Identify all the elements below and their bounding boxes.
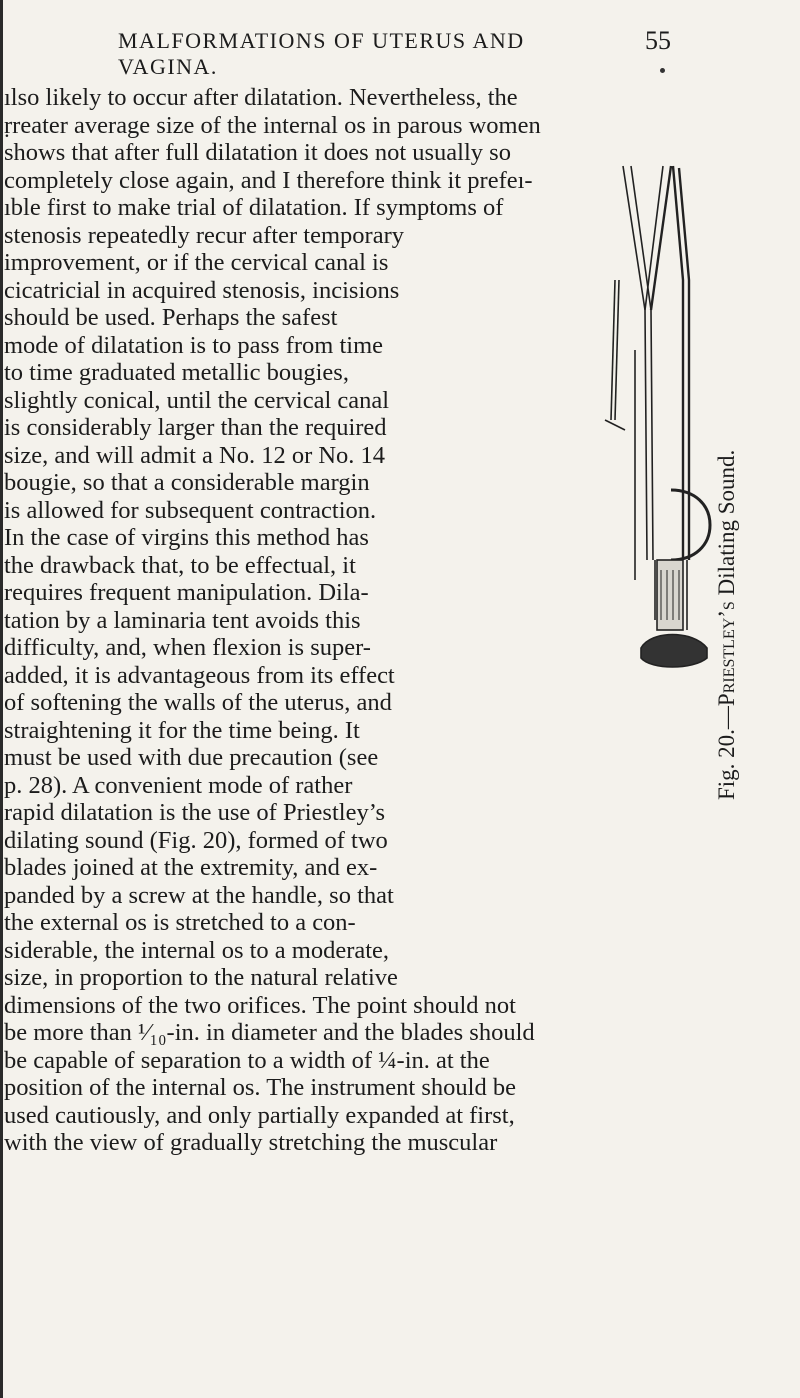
text-line: is allowed for subsequent contraction. <box>4 496 377 524</box>
figure-caption <box>714 450 740 800</box>
text-line: ıble first to make trial of dilatation. If symptoms of <box>4 194 504 221</box>
text-line: completely close again, and I therefore think it prefeı- <box>4 166 533 194</box>
text-line: of softening the walls of the uterus, and <box>4 689 392 716</box>
text-line: cicatricial in acquired stenosis, incisions <box>4 276 400 304</box>
text-line: requires frequent manipulation. Dila- <box>4 579 369 606</box>
text-line: difficulty, and, when flexion is super- <box>4 634 371 661</box>
text-line: added, it is advantageous from its effect <box>4 661 395 689</box>
text-line: siderable, the internal os to a moderate, <box>4 936 390 964</box>
caption-name: Priestley’s <box>714 601 739 707</box>
text-line: improvement, or if the cervical canal is <box>4 249 389 276</box>
text-line: In the case of virgins this method has <box>4 524 369 551</box>
text-line: should be used. Perhaps the safest <box>4 304 338 331</box>
text-line: is considerably larger than the required <box>4 414 387 441</box>
text-line: stenosis repeatedly recur after temporary <box>4 221 404 249</box>
text-line: be more than ¹⁄₁₀-in. in diameter and the blades should <box>4 1019 535 1046</box>
caption-suffix: Dilating Sound. <box>714 449 739 602</box>
text-line: used cautiously, and only partially expanded at first, <box>4 1101 515 1129</box>
text-line: blades joined at the extremity, and ex- <box>4 854 378 881</box>
text-line: rapid dilatation is the use of Priestley’s <box>4 799 386 826</box>
text-line: be capable of separation to a width of ¼-in. at the <box>4 1046 490 1074</box>
text-line: to time graduated metallic bougies, <box>4 359 349 386</box>
text-line: ılso likely to occur after dilatation. Nevertheless, the <box>4 84 518 111</box>
text-line: position of the internal os. The instrument should be <box>4 1074 516 1101</box>
text-line: size, in proportion to the natural relative <box>4 964 398 991</box>
text-line: must be used with due precaution (see <box>4 744 379 771</box>
text-line: dimensions of the two orifices. The point should not <box>4 991 516 1019</box>
text-line: bougie, so that a considerable margin <box>4 469 370 496</box>
text-line: the drawback that, to be effectual, it <box>4 551 356 579</box>
caption-prefix: Fig. 20.— <box>714 706 739 800</box>
text-line: slightly conical, until the cervical canal <box>4 386 390 414</box>
text-line: tation by a laminaria tent avoids this <box>4 606 361 634</box>
page-number: 55 <box>645 26 671 55</box>
text-line: dilating sound (Fig. 20), formed of two <box>4 826 388 854</box>
text-line: with the view of gradually stretching the muscular <box>4 1129 498 1156</box>
text-line: shows that after full dilatation it does not usually so <box>4 139 511 166</box>
text-line: panded by a screw at the handle, so that <box>4 881 394 909</box>
ink-dot <box>660 68 665 73</box>
text-line: size, and will admit a No. 12 or No. 14 <box>4 441 386 469</box>
text-line: the external os is stretched to a con- <box>4 909 356 936</box>
dilating-sound-illustration <box>585 160 725 690</box>
text-line: straightening it for the time being. It <box>4 716 360 744</box>
text-line: p. 28). A convenient mode of rather <box>4 771 353 799</box>
text-line: mode of dilatation is to pass from time <box>4 331 384 359</box>
page-edge-rule <box>0 0 3 1398</box>
running-title: MALFORMATIONS OF UTERUS AND VAGINA. <box>118 28 525 79</box>
text-line: ṛreater average size of the internal os in parous women <box>4 111 541 139</box>
